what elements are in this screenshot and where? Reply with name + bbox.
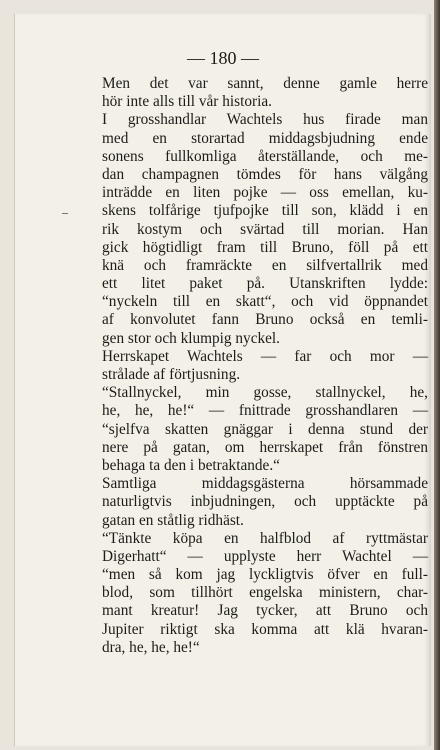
text-line: rik kostym och svärtad till morian. Han xyxy=(102,220,428,238)
text-line: “Tänkte köpa en halfblod af ryttmästar xyxy=(102,529,428,547)
margin-mark xyxy=(62,213,68,214)
text-line: behaga ta den i betraktande.“ xyxy=(102,456,280,474)
text-line: dan champagnen tömdes för hans välgång xyxy=(102,165,428,183)
text-line: gick högtidligt fram till Bruno, föll på ett xyxy=(102,238,428,256)
text-line: ett litet paket på. Utanskriften lydde: xyxy=(102,275,428,293)
text-line: Digerhatt“ — upplyste herr Wachtel — xyxy=(102,547,428,565)
text-line: dra, he, he, he!“ xyxy=(102,638,200,656)
text-line: af konvolutet fann Bruno också en temli- xyxy=(102,311,428,329)
text-line: Samtliga middagsgästerna hörsammade xyxy=(102,475,428,493)
text-line: Men det var sannt, denne gamle herre xyxy=(102,75,428,92)
text-line: “sjelfva skatten gnäggar i denna stund der xyxy=(102,420,428,438)
text-line: “nyckeln till en skatt“, och vid öppnandet xyxy=(102,293,428,311)
text-line: he, he, he!“ — fnittrade grosshandlaren — xyxy=(102,402,428,420)
text-line: skens tolfårige tjufpojke till son, klädd i en xyxy=(102,202,428,220)
text-line: knä och framräckte en silfvertallrik med xyxy=(102,256,428,274)
text-line: sonens fullkomliga återställande, och me- xyxy=(102,147,428,165)
page-edge-shadow xyxy=(434,0,440,750)
text-line: nere på gatan, om herrskapet från fönstren xyxy=(102,438,428,456)
text-line: I grosshandlar Wachtels hus firade man xyxy=(102,111,428,129)
text-line: mant kreatur! Jag tycker, att Bruno och xyxy=(102,602,428,620)
text-line: hör inte alls till vår historia. xyxy=(102,93,272,111)
text-line: naturligtvis inbjudningen, och upptäckte på xyxy=(102,493,428,511)
text-line: med en storartad middagsbjudning ende xyxy=(102,129,428,147)
text-line: Jupiter riktigt ska komma att klä hvaran- xyxy=(102,620,428,638)
text-line: inträdde en liten pojke — oss emellan, ku- xyxy=(102,184,428,202)
text-line: gen stor och klumpig nyckel. xyxy=(102,329,281,347)
text-line: “men så kom jag lyckligtvis öfver en full- xyxy=(102,566,428,584)
text-line: gatan en ståtlig ridhäst. xyxy=(102,511,244,529)
body-text xyxy=(102,75,428,657)
text-line: strålade af förtjusning. xyxy=(102,366,241,383)
page-number: — 180 — xyxy=(187,48,259,68)
text-line: “Stallnyckel, min gosse, stallnyckel, he, xyxy=(102,384,428,402)
text-line: blod, som tillhört engelska ministern, char- xyxy=(102,584,428,602)
text-line: Herrskapet Wachtels — far och mor — xyxy=(102,347,428,365)
